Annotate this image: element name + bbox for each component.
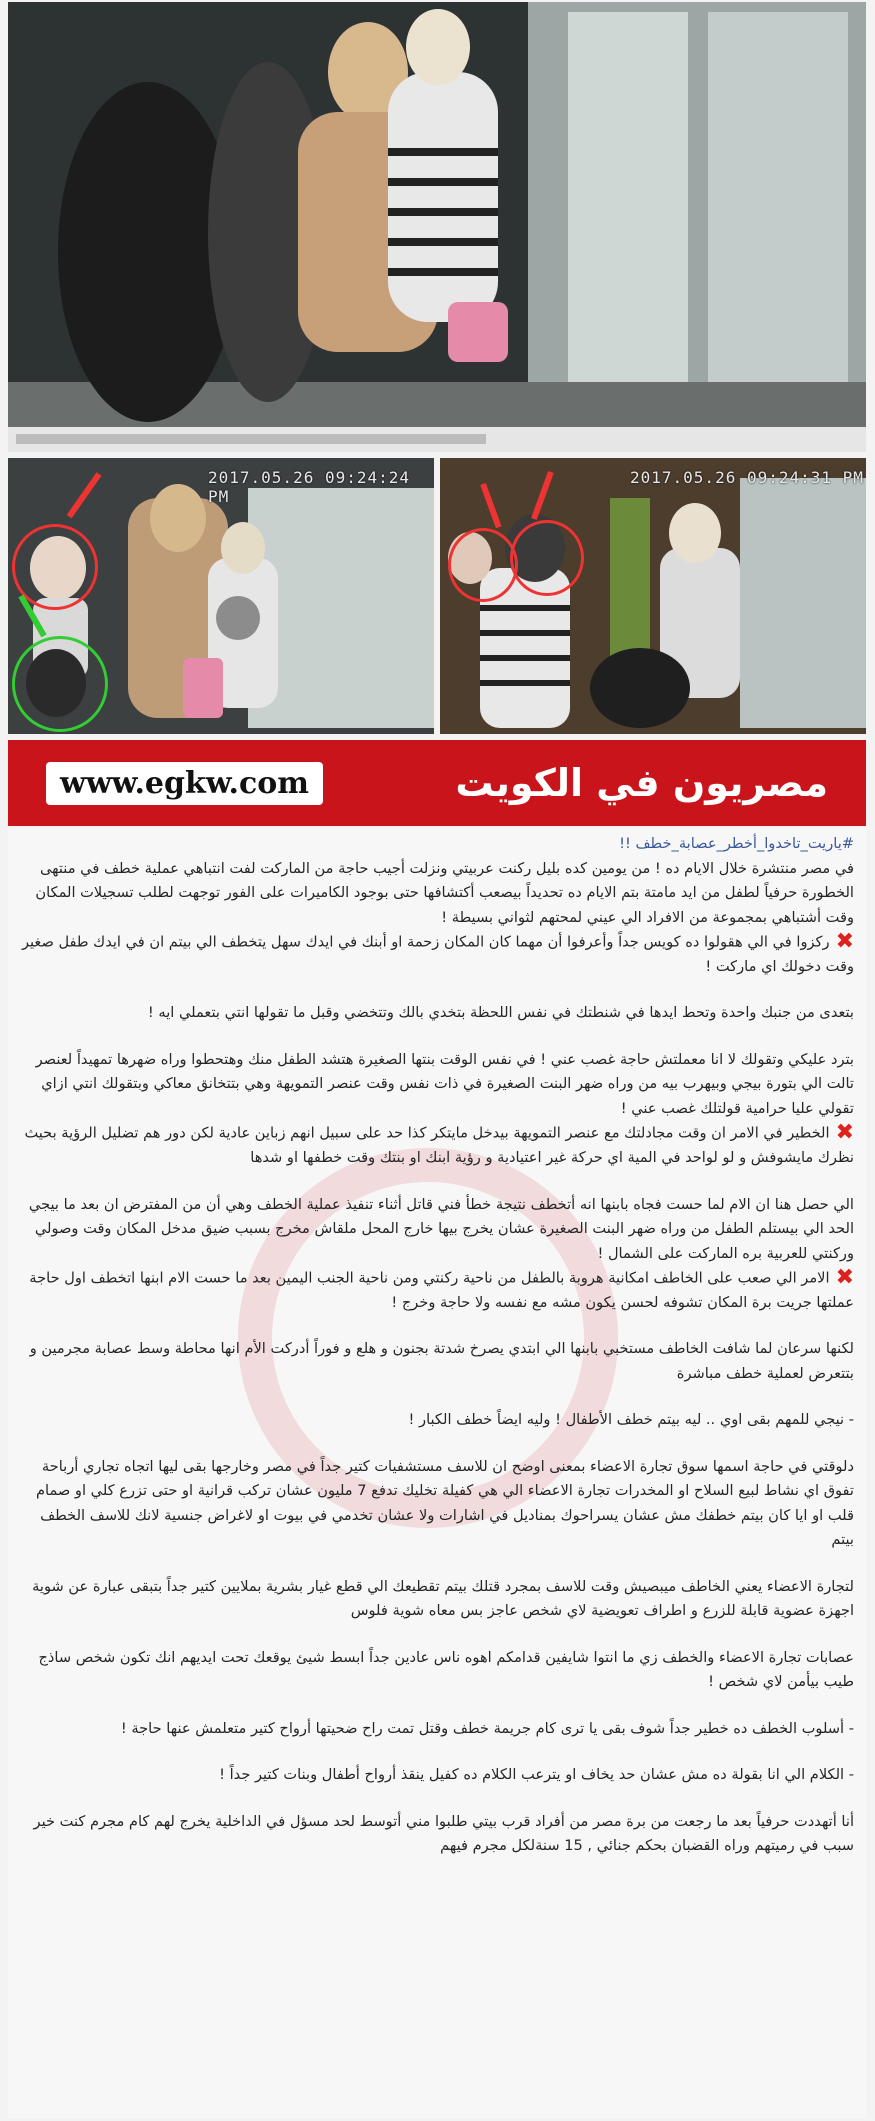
cctv-left-timestamp: 2017.05.26 09:24:24 PM xyxy=(208,468,411,506)
cctv-right-image xyxy=(440,458,866,734)
paragraph-11: دلوقتي في حاجة اسمها سوق تجارة الاعضاء بمعنى اوضح ان للاسف مستشفيات كتير جداً في مصر وخارجها بقى ليها اتجاه تجاري أرباحة تفوق اي نشاط لبيع السلاح او المخدرات تجارة الاعضاء الي هي كفيلة تخليك تدفع 7 مليون عشان تركب قرانية او حتى تزرع كلي او صمام قلب او ايا كان بيتم خطفك مش عشان يسراحوك بمناديل في اشارات ولا عشان تخدمي في بيوت او لاغراض جنسية لانك للاسف الخطف بيتم xyxy=(35,1457,854,1549)
red-x-icon: ✖ xyxy=(835,1265,854,1290)
paragraph-1: في مصر منتشرة خلال الايام ده ! من يومين كده بليل ركنت عربيتي ونزلت أجيب حاجة من الماركت لفت انتباهي عملية خطف في منتهى الخطورة حرفياً لطفل من ايد مامتة بتم الايام ده تحديداً بيصعب أكتشافها حتى بوجود الكاميرات على الفور توجهت لطلب تسجيلات المكان xyxy=(35,859,854,901)
article-body xyxy=(8,828,866,2118)
suspect-marker-red-2 xyxy=(510,520,584,596)
paragraph-5: بترد عليكي وتقولك لا انا معملتش حاجة غصب عني ! في نفس الوقت بنتها الصغيرة هتشد الطفل منك وهتحطوا وراه ضهرها تمهيداً لعنصر تالت الي بتورة بيجي وبيهرب بيه من وراه ضهر البنت الصغيرة في ذات نفس وقت عنصر التمويهة وهي بتتخانق معاكي وبتقولك انتي ازاي تقولي عليا حرامية قولتلك غصب عني ! xyxy=(35,1050,854,1117)
red-x-icon: ✖ xyxy=(835,929,854,954)
site-url[interactable]: www.egkw.com xyxy=(46,762,323,805)
cctv-right-scene xyxy=(440,458,866,734)
paragraph-3 xyxy=(20,930,854,979)
paragraph-2: وقت أشتباهي بمجموعة من الافراد الي عيني لمحتهم لثواني بسيطة ! xyxy=(441,908,854,926)
paragraph-14: - أسلوب الخطف ده خطير جداً شوف بقى يا ترى كام جريمة خطف وقتل تمت راح ضحيتها أرواح كتير متعلمش عنها حاجة ! xyxy=(120,1719,854,1737)
site-banner xyxy=(8,740,866,826)
paragraph-7: الي حصل هنا ان الام لما حست فجاه بابنها انه أتخطف نتيجة خطأ فني قاتل أثناء تنفيذ عملية الخطف وهي أن من المفترض ان بعد ما بيجي الحد الي بيستلم الطفل من وراه ضهر البنت الصغيرة عشان يخرج بيها خارج المحل ملقاش مخرج بسبب ضيق مدخل المكان وقت وصولي وركنتي للعربية بره الماركت على الشمال ! xyxy=(28,1195,854,1262)
article-hashtag[interactable]: #ياريت_تاخدوا_أخطر_عصابة_خطف !! xyxy=(619,835,854,852)
paragraph-4: بتعدى من جنبك واحدة وتحط ايدها في شنطتك في نفس اللحظة بتخدي بالك وتتخضي وقبل ما تقولها انتي بتعملي ايه ! xyxy=(147,1004,854,1022)
paragraph-3-text: ركزوا في الي هقولوا ده كويس جداً وأعرفوا أن مهما كان المكان زحمة او أبنك في ايدك سهل يتخطف الي بيتم ان في ايدك طفل صغير وقت دخولك اي ماركت ! xyxy=(21,933,854,975)
paragraph-6 xyxy=(20,1121,854,1170)
paragraph-12: لتجارة الاعضاء يعني الخاطف ميبصيش وقت للاسف بمجرد قتلك بيتم تقطيعك الي قطع غيار بشرية بملايين كتير جداً بتبقى عبارة عن شوية اجهزة عضوية قابلة للزرع و اطراف تعويضية لاي شخص عاجز بس معاه شوية فلوس xyxy=(32,1577,854,1620)
paragraph-10: - نيجي للمهم بقى اوي .. ليه بيتم خطف الأطفال ! وليه ايضاً خطف الكبار ! xyxy=(408,1411,854,1429)
child-marker-green xyxy=(12,636,108,732)
article-text xyxy=(20,832,854,1859)
paragraph-9: لكنها سرعان لما شافت الخاطف مستخبي بابنها الي ابتدي يصرخ شدتة بجنون و هلع و فوراً أدركت الأم انها محاطة وسط عصابة مجرمين و بتتعرض لعملية خطف مباشرة xyxy=(29,1340,854,1382)
paragraph-13: عصابات تجارة الاعضاء والخطف زي ما انتوا شايفين قدامكم اهوه ناس عادين جداً ابسط شيئ يوقعك تحت ايديهم انك تكون شخص ساذج طيب بيأمن لاي شخص ! xyxy=(38,1648,854,1691)
paragraph-15: - الكلام الي انا بقولة ده مش عشان حد يخاف او يترعب الكلام ده كفيل ينقذ أرواح أطفال وبنات كتير جداً ! xyxy=(219,1766,854,1784)
cctv-left-image xyxy=(8,458,434,734)
red-x-icon: ✖ xyxy=(835,1120,854,1146)
paragraph-6-text: الخطير في الامر ان وقت مجادلتك مع عنصر التمويهة بيدخل مايتكر كذا حد على سبيل انهم زباين عادية لكن دور هم تضليل الرؤية بحيث نظرك مايشوفش و لو لواحد في المية اي حركة غير اعتيادية و رؤية ابنك او بنتك وقت خطفها او شدها xyxy=(24,1124,854,1166)
cctv-main-scene xyxy=(8,2,866,452)
site-title: مصريون في الكويت xyxy=(455,761,828,805)
suspect-marker-red-1 xyxy=(448,528,518,602)
paragraph-16: أنا أتهددت حرفياً بعد ما رجعت من برة مصر من أفراد قرب بيتي طلبوا مني أتوسط لحد مسؤل في الداخلية يخرج لهم كام مجرم كنت خير سبب في رميتهم وراه القضبان بحكم جنائي , 15 سنةلكل مجرم فيهم xyxy=(33,1812,854,1855)
cctv-right-timestamp: 2017.05.26 09:24:31 PM xyxy=(630,468,864,487)
cctv-main-image xyxy=(8,2,866,452)
paragraph-8-text: الامر الي صعب على الخاطف امكانية هروبة بالطفل من ناحية ركنتي ومن ناحية الجنب اليمين بعد ما حست الام ابنها اتخطف اول حاجة عملتها جريت برة المكان تشوفه لحسن يكون مشه مع نفسه ولا حاجة وخرج ! xyxy=(29,1269,854,1311)
paragraph-8 xyxy=(20,1266,854,1315)
